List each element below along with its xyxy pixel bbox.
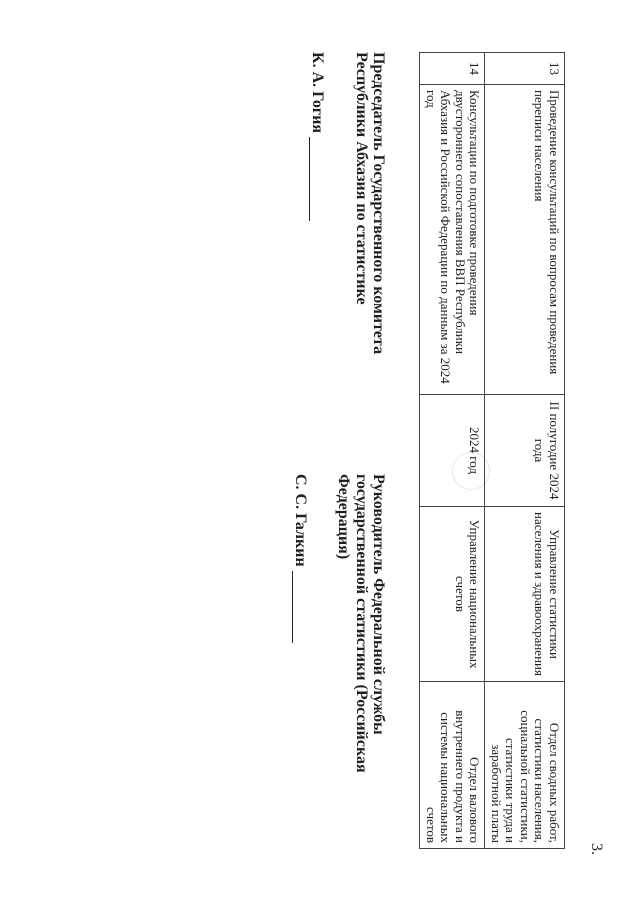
table-row: [420, 53, 485, 849]
events-table: [419, 52, 565, 849]
row-number: 14: [420, 53, 485, 85]
faint-stamp-mark: [452, 452, 490, 490]
event-period: II полугодие 2024 года: [485, 395, 565, 507]
rosstat-unit: Управление национальных счетов: [420, 507, 485, 682]
event-description: Консультации по подготовке проведения двустороннего сопоставления ВВП Республики Абхазия и Российской Федерации по данным за 2024 год: [420, 85, 485, 395]
left-signature-block: [309, 52, 387, 382]
right-signature-line: [292, 571, 306, 643]
event-description: Проведение консультаций по вопросам проведения переписи населения: [485, 85, 565, 395]
page-number: 3.: [588, 843, 605, 855]
event-period: 2024 год: [420, 395, 485, 507]
rosstat-unit: Управление статистики населения и здравоохранения: [485, 507, 565, 682]
table-row: [485, 53, 565, 849]
left-signatory-title: Председатель Государственного комитета Республики Абхазия по статистике: [352, 52, 387, 355]
abkhaz-unit: Отдел валового внутреннего продукта и системы национальных счетов: [420, 682, 485, 849]
right-signatory-title: Руководитель Федеральной службы государственной статистики (Российская Федерация): [335, 474, 387, 773]
abkhaz-unit: Отдел сводных работ, статистики населения, социальной статистики, статистики труда и заработной платы: [485, 682, 565, 849]
row-number: 13: [485, 53, 565, 85]
left-signatory-name: К. А. Гогия: [309, 52, 327, 134]
left-signature-line: [309, 137, 323, 221]
right-signatory-name: С. С. Галкин: [292, 474, 310, 567]
right-signature-block: [292, 474, 387, 814]
